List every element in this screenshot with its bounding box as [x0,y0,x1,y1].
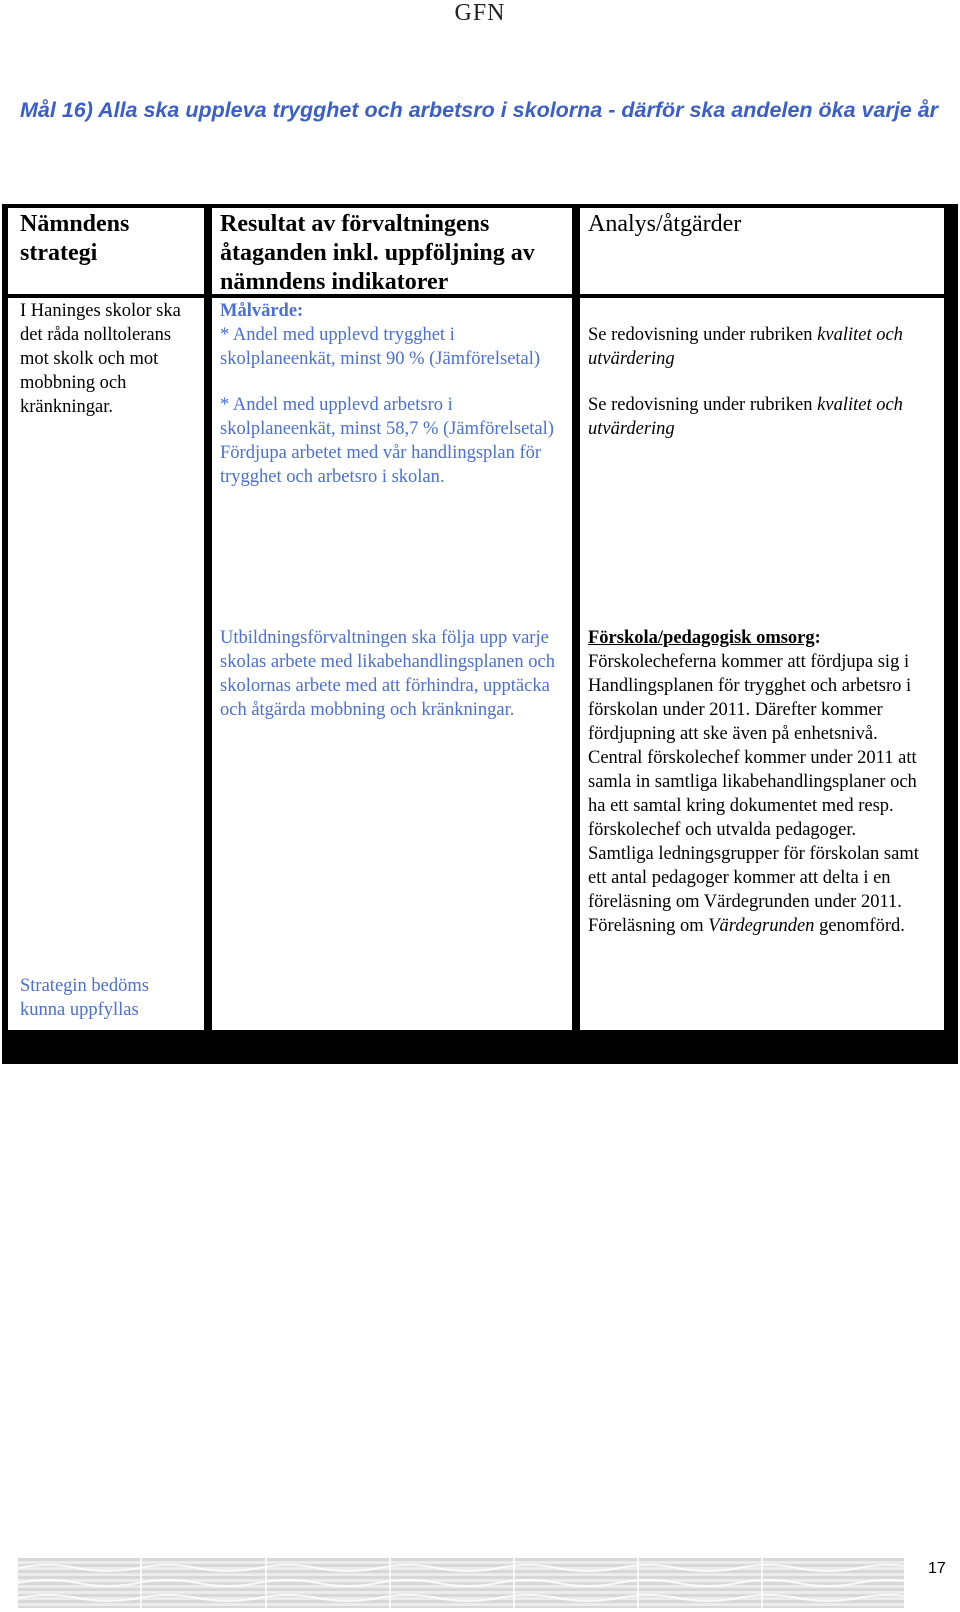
assessment-cell [8,610,204,1030]
header-strategy: Nämndens strategi [8,208,204,294]
analysis-ref-italic: kvalitet och utvärdering [588,395,903,439]
lecture-suffix: genomförd. [814,916,905,936]
follow-up-text: Utbildningsförvaltningen ska följa upp varje skolas arbete med likabehandlingsplanen och skolornas arbete med att förhindra, upptäcka och åtgärda mobbning och kränkningar. [220,628,555,720]
header-result: Resultat av förvaltningens åtaganden inkl. uppföljning av nämndens indikatorer [212,208,572,294]
analysis-cell-2 [580,610,944,1030]
analysis-ref-2 [588,393,936,441]
result-table [2,204,958,1064]
lecture-italic: Värdegrunden [708,916,815,936]
strategy-text: I Haninges skolor ska det råda nolltolerans mot skolk och mot mobbning och kränkningar. [20,301,181,417]
lecture-prefix: Föreläsning om [588,916,709,936]
preschool-heading [588,626,936,650]
analysis-paragraph-3: Samtliga ledningsgrupper för förskolan samt ett antal pedagoger kommer att delta i en föreläsning om Värdegrunden under 2011. [588,844,919,912]
strategy-cell [8,298,204,610]
analysis-paragraph-1: Förskolecheferna kommer att fördjupa sig i Handlingsplanen för trygghet och arbetsro i förskolan under 2011. Därefter kommer fördjupning att ske även på enhetsnivå. [588,652,912,744]
wave-pattern-icon [18,1558,904,1608]
indicator-calm: * Andel med upplevd arbetsro i skolplaneenkät, minst 58,7 % (Jämförelsetal) [220,395,554,439]
analysis-ref-1 [588,323,936,371]
result-cell-2 [212,610,572,1030]
header-analysis: Analys/åtgärder [580,208,944,294]
analysis-ref-prefix: Se redovisning under rubriken [588,325,818,345]
goal-title: Mål 16) Alla ska uppleva trygghet och arbetsro i skolorna - därför ska andelen öka varje år [20,98,939,122]
result-cell-1 [212,298,572,610]
target-value-label: Målvärde: [220,301,304,321]
assessment-text: Strategin bedöms kunna uppfyllas [20,976,149,1020]
preschool-heading-text: Förskola/pedagogisk omsorg [588,628,815,648]
preschool-heading-colon: : [814,628,821,648]
analysis-ref-prefix: Se redovisning under rubriken [588,395,818,415]
header-mark: GFN [454,0,506,26]
analysis-ref-italic: kvalitet och utvärdering [588,325,903,369]
indicator-safety: * Andel med upplevd trygghet i skolplaneenkät, minst 90 % (Jämförelsetal) [220,325,541,369]
deepen-text: Fördjupa arbetet med vår handlingsplan för trygghet och arbetsro i skolan. [220,443,542,487]
analysis-paragraph-4 [588,914,936,938]
analysis-cell-1 [580,298,944,610]
page-number: 17 [928,1560,946,1577]
analysis-paragraph-2: Central förskolechef kommer under 2011 att samla in samtliga likabehandlingsplaner och ha ett samtal kring dokumentet med resp. förskolechef och utvalda pedagoger. [588,748,917,840]
footer-wave-decoration [18,1558,904,1608]
